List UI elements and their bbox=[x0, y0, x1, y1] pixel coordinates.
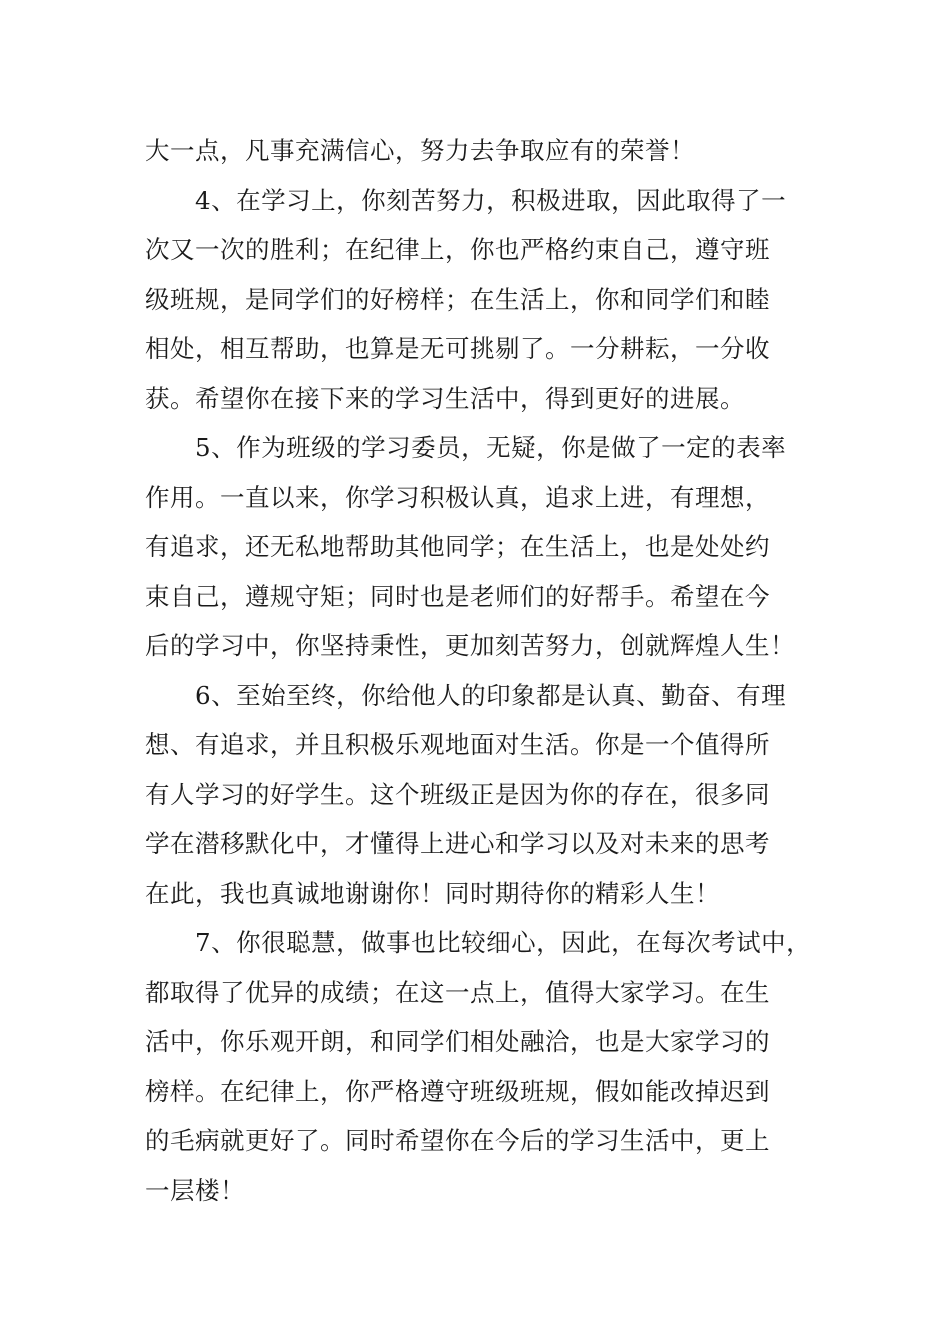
text-line: 作用。一直以来，你学习积极认真，追求上进，有理想， bbox=[145, 482, 770, 512]
text-line: 想、有追求，并且积极乐观地面对生活。你是一个值得所 bbox=[145, 730, 770, 759]
text-line: 后的学习中，你坚持秉性，更加刻苦努力，创就辉煌人生！ bbox=[145, 631, 795, 660]
paragraph-5-line: 5、作为班级的学习委员，无疑，你是做了一定的表率 bbox=[195, 433, 787, 462]
document-body bbox=[145, 126, 835, 1215]
text-line: 有追求，还无私地帮助其他同学；在生活上，也是处处约 bbox=[145, 532, 770, 561]
paragraph-6-line: 6、至始至终，你给他人的印象都是认真、勤奋、有理 bbox=[195, 680, 787, 710]
text-line: 束自己，遵规守矩；同时也是老师们的好帮手。希望在今 bbox=[145, 581, 770, 611]
text-line: 相处，相互帮助，也算是无可挑剔了。一分耕耘，一分收 bbox=[145, 334, 770, 363]
text-line: 一层楼！ bbox=[145, 1175, 245, 1205]
text-line: 学在潜移默化中，才懂得上进心和学习以及对未来的思考 bbox=[145, 829, 770, 858]
text-line: 获。希望你在接下来的学习生活中，得到更好的进展。 bbox=[145, 383, 745, 413]
text-line: 次又一次的胜利；在纪律上，你也严格约束自己，遵守班 bbox=[145, 235, 770, 264]
text-line: 都取得了优异的成绩；在这一点上，值得大家学习。在生 bbox=[145, 977, 770, 1007]
text-line: 大一点，凡事充满信心，努力去争取应有的荣誉！ bbox=[145, 136, 695, 165]
text-line: 在此，我也真诚地谢谢你！同时期待你的精彩人生！ bbox=[145, 878, 720, 908]
text-line: 榜样。在纪律上，你严格遵守班级班规，假如能改掉迟到 bbox=[145, 1076, 770, 1106]
text-line: 活中，你乐观开朗，和同学们相处融洽，也是大家学习的 bbox=[145, 1027, 770, 1056]
paragraph-4-line: 4、在学习上，你刻苦努力，积极进取，因此取得了一 bbox=[195, 185, 787, 215]
text-line: 级班规，是同学们的好榜样；在生活上，你和同学们和睦 bbox=[145, 284, 770, 314]
text-line: 有人学习的好学生。这个班级正是因为你的存在，很多同 bbox=[145, 779, 770, 809]
paragraph-7-line: 7、你很聪慧，做事也比较细心，因此，在每次考试中， bbox=[195, 928, 812, 957]
text-line: 的毛病就更好了。同时希望你在今后的学习生活中，更上 bbox=[145, 1126, 770, 1155]
